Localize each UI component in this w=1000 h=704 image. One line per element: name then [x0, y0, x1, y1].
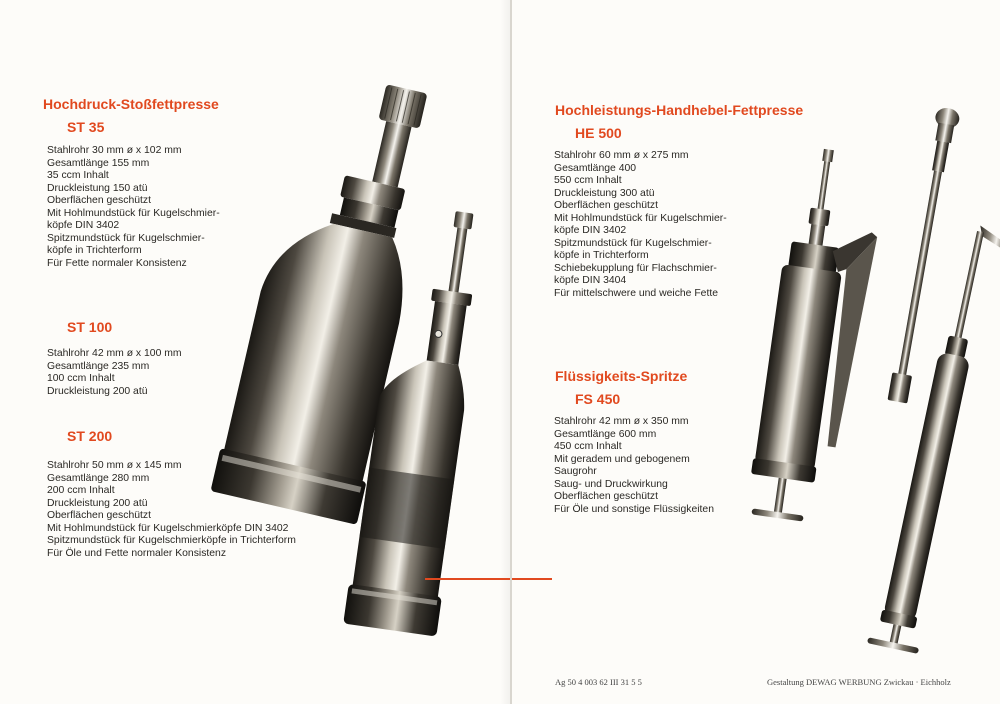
- spec-line: Druckleistung 200 atü: [47, 497, 148, 509]
- model-fs450: FS 450: [575, 391, 621, 407]
- spec-line: 450 ccm Inhalt: [554, 441, 622, 453]
- spec-line: Für Öle und sonstige Flüssigkeiten: [554, 503, 714, 515]
- spec-list-he500: [554, 150, 727, 301]
- red-rule-left: [425, 578, 510, 580]
- model-st100: ST 100: [67, 319, 113, 335]
- spec-line: köpfe DIN 3402: [554, 225, 627, 237]
- spec-line: Spitzmundstück für Kugelschmier-: [554, 237, 712, 249]
- footer-print-code: Ag 50 4 003 62 III 31 5 5: [555, 677, 642, 687]
- spec-line: Schiebekupplung für Flachschmier-: [554, 262, 717, 274]
- spec-line: Für mittelschwere und weiche Fette: [554, 288, 719, 300]
- liquid-syringe-image: [867, 221, 1000, 656]
- spec-line: Mit geradem und gebogenem: [554, 453, 690, 465]
- spec-line: köpfe in Trichterform: [554, 250, 649, 262]
- spec-line: Für Öle und Fette normaler Konsistenz: [47, 547, 227, 559]
- spec-line: Oberflächen geschützt: [554, 491, 658, 503]
- spec-line: köpfe DIN 3402: [47, 220, 120, 232]
- spec-line: Spitzmundstück für Kugelschmier-: [47, 232, 205, 244]
- lever-grease-gun-image: [745, 145, 888, 526]
- spec-line: köpfe in Trichterform: [47, 245, 142, 257]
- spec-line: Stahlrohr 42 mm ø x 100 mm: [47, 348, 182, 359]
- spec-line: 200 ccm Inhalt: [47, 485, 115, 497]
- model-st35: ST 35: [67, 119, 105, 135]
- spec-line: Druckleistung 300 atü: [554, 187, 655, 199]
- model-st200: ST 200: [67, 428, 113, 444]
- spec-line: Gesamtlänge 155 mm: [47, 157, 150, 169]
- left-page-title: Hochdruck-Stoßfettpresse: [43, 96, 219, 112]
- spec-line: Stahlrohr 42 mm ø x 350 mm: [554, 416, 689, 427]
- spec-line: Druckleistung 200 atü: [47, 385, 148, 397]
- spec-line: Oberflächen geschützt: [47, 195, 151, 207]
- spec-line: 550 ccm Inhalt: [554, 175, 622, 187]
- spec-list-st35: [47, 145, 220, 270]
- spec-line: Gesamtlänge 235 mm: [47, 360, 150, 372]
- spec-line: Gesamtlänge 280 mm: [47, 472, 150, 484]
- spec-line: köpfe DIN 3404: [554, 275, 627, 287]
- spec-line: Stahlrohr 50 mm ø x 145 mm: [47, 460, 182, 471]
- spec-line: Für Fette normaler Konsistenz: [47, 257, 187, 269]
- spec-list-fs450: [554, 416, 714, 516]
- title-fs450: Flüssigkeits-Spritze: [555, 368, 688, 384]
- spec-line: Saugrohr: [554, 466, 597, 478]
- spec-line: Druckleistung 150 atü: [47, 182, 148, 194]
- spec-list-st200: [47, 460, 296, 560]
- spec-line: Oberflächen geschützt: [47, 510, 151, 522]
- footer-credit: Gestaltung DEWAG WERBUNG Zwickau · Eichholz: [767, 677, 951, 687]
- spec-line: Mit Hohlmundstück für Kugelschmierköpfe DIN 3402: [47, 522, 289, 534]
- spec-line: Mit Hohlmundstück für Kugelschmier-: [47, 207, 220, 219]
- spec-line: Oberflächen geschützt: [554, 200, 658, 212]
- red-rule-right: [512, 578, 552, 580]
- spec-line: Gesamtlänge 400: [554, 162, 637, 174]
- spec-line: Stahlrohr 60 mm ø x 275 mm: [554, 150, 689, 161]
- spec-line: Mit Hohlmundstück für Kugelschmier-: [554, 212, 727, 224]
- spec-line: Saug- und Druckwirkung: [554, 478, 668, 490]
- spec-line: Spitzmundstück für Kugelschmierköpfe in Trichterform: [47, 535, 296, 547]
- model-he500: HE 500: [575, 125, 622, 141]
- title-he500: Hochleistungs-Handhebel-Fettpresse: [555, 102, 804, 118]
- spec-list-st100: [47, 348, 182, 398]
- spec-line: Gesamtlänge 600 mm: [554, 428, 657, 440]
- spec-line: Stahlrohr 30 mm ø x 102 mm: [47, 145, 182, 156]
- spec-line: 35 ccm Inhalt: [47, 170, 109, 182]
- spec-line: 100 ccm Inhalt: [47, 373, 115, 385]
